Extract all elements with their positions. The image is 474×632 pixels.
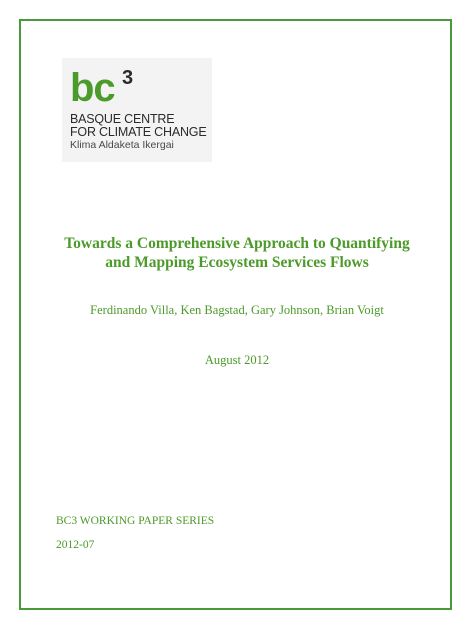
logo-superscript: 3 [122,67,134,89]
paper-series-label: BC3 WORKING PAPER SERIES [56,515,215,527]
logo-line-climate-change: FOR CLIMATE CHANGE [70,125,207,139]
logo-mark: bc [70,66,115,110]
document-authors: Ferdinando Villa, Ken Bagstad, Gary Johnson, Brian Voigt [90,303,384,317]
logo-line-basque-centre: BASQUE CENTRE [70,112,175,126]
document-title [30,234,444,272]
title-line-2: and Mapping Ecosystem Services Flows [105,254,369,271]
bc3-logo [62,58,212,162]
document-date: August 2012 [204,353,270,367]
logo-line-klima: Klima Aldaketa Ikergai [70,139,174,151]
title-line-1: Towards a Comprehensive Approach to Quantifying [64,235,410,252]
paper-series-number: 2012-07 [56,539,95,551]
